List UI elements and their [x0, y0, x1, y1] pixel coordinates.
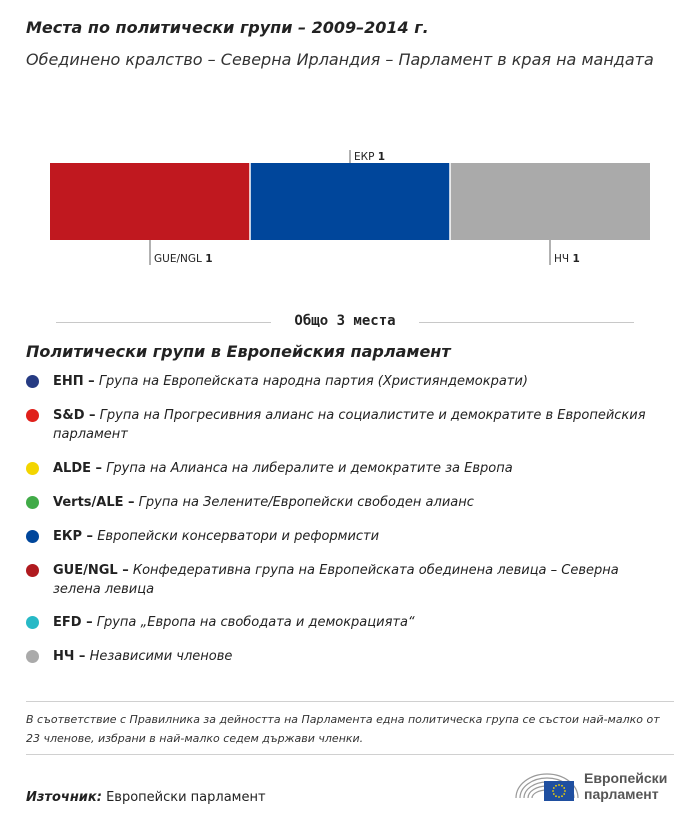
eu-star-icon — [558, 796, 560, 798]
logo-line-1: Европейски — [584, 770, 668, 786]
legend-label: Група на Европейската народна партия (Християндемократи) — [98, 374, 528, 389]
source-value: Европейски парламент — [106, 790, 266, 805]
legend-dot — [26, 650, 39, 663]
legend-label: Независими членове — [89, 649, 233, 664]
footnote: В съответствие с Правилника за дейността на Парламента една политическа група се състои най-малко от 23 членове, избрани в най-малко седем държави членки. — [26, 713, 660, 745]
legend-dot — [26, 496, 39, 509]
legend-dot — [26, 616, 39, 629]
parliament-hemicycle-icon — [514, 768, 580, 808]
legend-label: Европейски консерватори и реформисти — [97, 529, 380, 544]
legend-title: Политически групи в Европейския парламент — [26, 342, 451, 361]
segment-label: НЧ 1 — [554, 253, 580, 265]
legend-label: Група на Прогресивния алианс на социалистите и демократите в Европейския парламент — [53, 408, 646, 442]
legend-abbr: EFD – — [53, 615, 93, 630]
eu-star-icon — [558, 784, 560, 786]
bar-segment-2 — [450, 163, 650, 240]
bar-segment-1 — [250, 163, 450, 240]
european-parliament-logo — [514, 768, 684, 808]
legend-dot — [26, 462, 39, 475]
source-label: Източник: — [26, 790, 102, 805]
legend-dot — [26, 530, 39, 543]
eu-star-icon — [553, 793, 555, 795]
legend-dot — [26, 564, 39, 577]
eu-star-icon — [563, 793, 565, 795]
eu-star-icon — [555, 795, 557, 797]
legend-label: Конфедеративна група на Европейската обединена левица – Северна зелена левица — [53, 563, 619, 597]
legend-abbr: Verts/ALE – — [53, 495, 135, 510]
legend-abbr: ЕНП – — [53, 374, 95, 389]
note-divider-bottom — [26, 754, 674, 755]
legend-dot — [26, 375, 39, 388]
eu-star-icon — [563, 787, 565, 789]
note-divider-top — [26, 701, 674, 702]
chart-title: Места по политически групи – 2009–2014 г. — [26, 18, 429, 37]
eu-star-icon — [552, 790, 554, 792]
segment-label: ЕКР 1 — [354, 151, 386, 163]
logo-line-2: парламент — [584, 786, 659, 802]
source-line — [26, 790, 266, 805]
seat-bar-chart — [0, 0, 700, 290]
chart-subtitle: Обединено кралство – Северна Ирландия – Парламент в края на мандата — [26, 50, 654, 69]
legend-abbr: ALDE – — [53, 461, 103, 476]
legend-abbr: GUE/NGL – — [53, 563, 129, 578]
legend-label: Група на Алианса на либералите и демократите за Европа — [106, 461, 513, 476]
eu-star-icon — [564, 790, 566, 792]
segment-label: GUE/NGL 1 — [154, 253, 213, 265]
legend-abbr: S&D – — [53, 408, 96, 423]
total-seats-label: Общо 3 места — [280, 313, 409, 329]
legend-abbr: ЕКР – — [53, 529, 94, 544]
eu-star-icon — [555, 785, 557, 787]
eu-star-icon — [561, 785, 563, 787]
eu-star-icon — [561, 795, 563, 797]
total-seats — [56, 312, 634, 332]
legend-label: Група „Европа на свободата и демокрацията“ — [96, 615, 415, 630]
eu-star-icon — [553, 787, 555, 789]
legend-abbr: НЧ – — [53, 649, 86, 664]
legend-label: Група на Зелените/Европейски свободен алианс — [138, 495, 474, 510]
eu-flag-icon — [544, 781, 574, 801]
bar-segment-0 — [50, 163, 250, 240]
legend-dot — [26, 409, 39, 422]
